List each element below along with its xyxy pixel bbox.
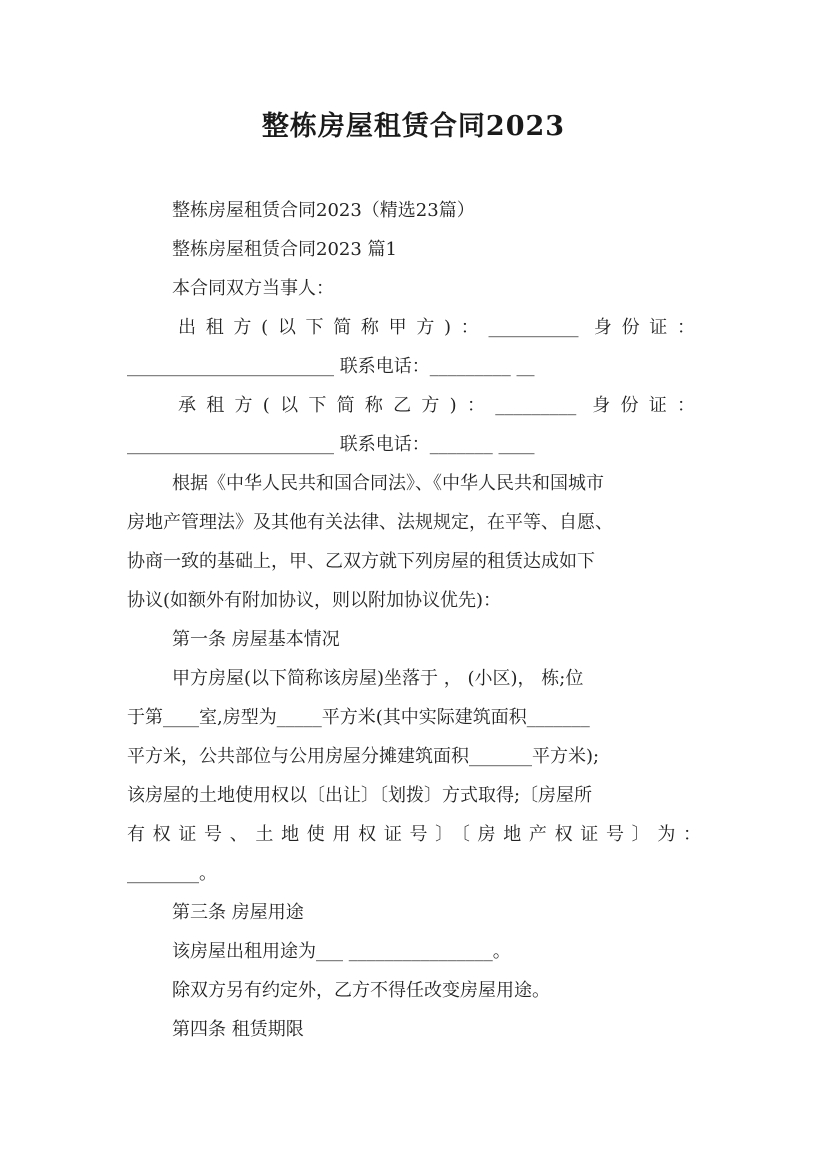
article-1-line-3: 平方米，公共部位与公用房屋分摊建筑面积_______平方米); [127, 746, 600, 767]
line-lessee-contact: _______________________ 联系电话：_______ ____ [127, 434, 535, 455]
line-lessee: 承租方(以下简称乙方)：_________ 身份证： [178, 395, 695, 416]
line-lessor-contact: _______________________ 联系电话：_________ __ [127, 356, 535, 377]
article-4-heading: 第四条 租赁期限 [172, 1019, 304, 1040]
line-lessor: 出租方(以下简称甲方)：__________ 身份证： [178, 317, 695, 338]
line-basis-2: 房地产管理法》及其他有关法律、法规规定，在平等、自愿、 [127, 512, 613, 533]
article-1-line-5: 有权证号、土地使用权证号〕〔房地产权证号〕为： [127, 824, 701, 845]
line-section-heading: 整栋房屋租赁合同2023 篇1 [172, 239, 397, 260]
article-1-line-6: ________。 [127, 863, 217, 884]
article-1-line-1: 甲方房屋(以下简称该房屋)坐落于 ， (小区)， 栋;位 [172, 668, 584, 689]
line-basis-4: 协议(如额外有附加协议，则以附加协议优先)： [127, 590, 502, 611]
article-1-heading: 第一条 房屋基本情况 [172, 629, 340, 650]
document-title: 整栋房屋租赁合同2023 [261, 111, 566, 142]
line-parties-intro: 本合同双方当事人： [172, 278, 334, 299]
article-1-line-2: 于第____室,房型为_____平方米(其中实际建筑面积_______ [127, 707, 590, 728]
article-1-line-4: 该房屋的土地使用权以〔出让〕〔划拨〕方式取得;〔房屋所 [127, 785, 593, 806]
line-subtitle: 整栋房屋租赁合同2023（精选23篇） [172, 200, 475, 221]
article-3-line-2: 除双方另有约定外，乙方不得任改变房屋用途。 [172, 980, 550, 1001]
line-basis-3: 协商一致的基础上，甲、乙双方就下列房屋的租赁达成如下 [127, 551, 595, 572]
article-3-line-1: 该房屋出租用途为___ ________________。 [172, 941, 511, 962]
article-3-heading: 第三条 房屋用途 [172, 902, 304, 923]
line-basis-1: 根据《中华人民共和国合同法》、《中华人民共和国城市 [172, 473, 604, 494]
